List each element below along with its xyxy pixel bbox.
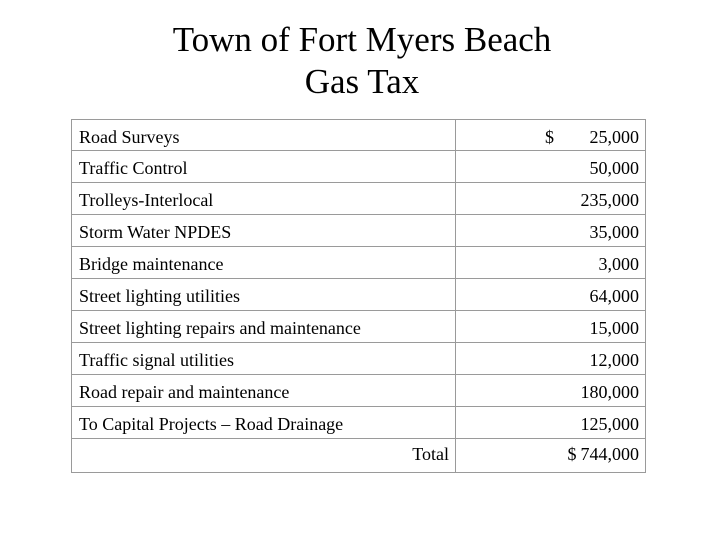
row-value: 64,000 [589, 286, 639, 306]
value-cell [456, 183, 646, 215]
row-value: 125,000 [580, 414, 639, 434]
value-cell [456, 247, 646, 279]
label-cell [71, 183, 456, 215]
row-value: 15,000 [589, 318, 639, 338]
row-label: Street lighting utilities [79, 286, 240, 306]
table-row [71, 119, 646, 151]
table-row [71, 343, 646, 375]
table-row [71, 215, 646, 247]
value-cell [456, 279, 646, 311]
label-cell [71, 311, 456, 343]
label-cell [71, 247, 456, 279]
value-cell [456, 215, 646, 247]
table-row [71, 151, 646, 183]
total-amount: 744,000 [580, 444, 639, 464]
table-row [71, 279, 646, 311]
value-cell [456, 343, 646, 375]
row-value: 35,000 [589, 222, 639, 242]
row-value: 12,000 [589, 350, 639, 370]
table-row [71, 311, 646, 343]
row-value: 235,000 [580, 190, 639, 210]
total-row [71, 439, 646, 473]
row-label: Traffic signal utilities [79, 350, 234, 370]
label-cell [71, 119, 456, 151]
value-cell [456, 311, 646, 343]
table-row [71, 375, 646, 407]
value-cell [456, 119, 646, 151]
total-value [568, 444, 640, 464]
row-label: Street lighting repairs and maintenance [79, 318, 361, 338]
total-label: Total [412, 444, 449, 464]
total-value-cell [456, 439, 646, 473]
table-row [71, 183, 646, 215]
row-label: Bridge maintenance [79, 254, 224, 274]
label-cell [71, 151, 456, 183]
page-subtitle: Gas Tax [304, 62, 420, 101]
row-label: Storm Water NPDES [79, 222, 232, 242]
currency-symbol: $ [545, 127, 554, 147]
row-label: Road repair and maintenance [79, 382, 290, 402]
value-cell [456, 375, 646, 407]
label-cell [71, 407, 456, 439]
row-label: Road Surveys [79, 127, 180, 147]
row-label: Traffic Control [79, 158, 188, 178]
row-value: 25,000 [589, 127, 639, 147]
total-currency-symbol: $ [567, 444, 577, 464]
row-value: 3,000 [598, 254, 639, 274]
row-value: 180,000 [580, 382, 639, 402]
row-value: 50,000 [589, 158, 639, 178]
total-label-cell [71, 439, 456, 473]
row-label: To Capital Projects – Road Drainage [79, 414, 344, 434]
label-cell [71, 279, 456, 311]
label-cell [71, 343, 456, 375]
label-cell [71, 375, 456, 407]
table-row [71, 407, 646, 439]
row-label: Trolleys-Interlocal [79, 190, 214, 210]
page-title: Town of Fort Myers Beach [172, 20, 552, 59]
value-cell [456, 151, 646, 183]
label-cell [71, 215, 456, 247]
value-cell [456, 407, 646, 439]
gas-tax-table [71, 119, 646, 473]
table-row [71, 247, 646, 279]
